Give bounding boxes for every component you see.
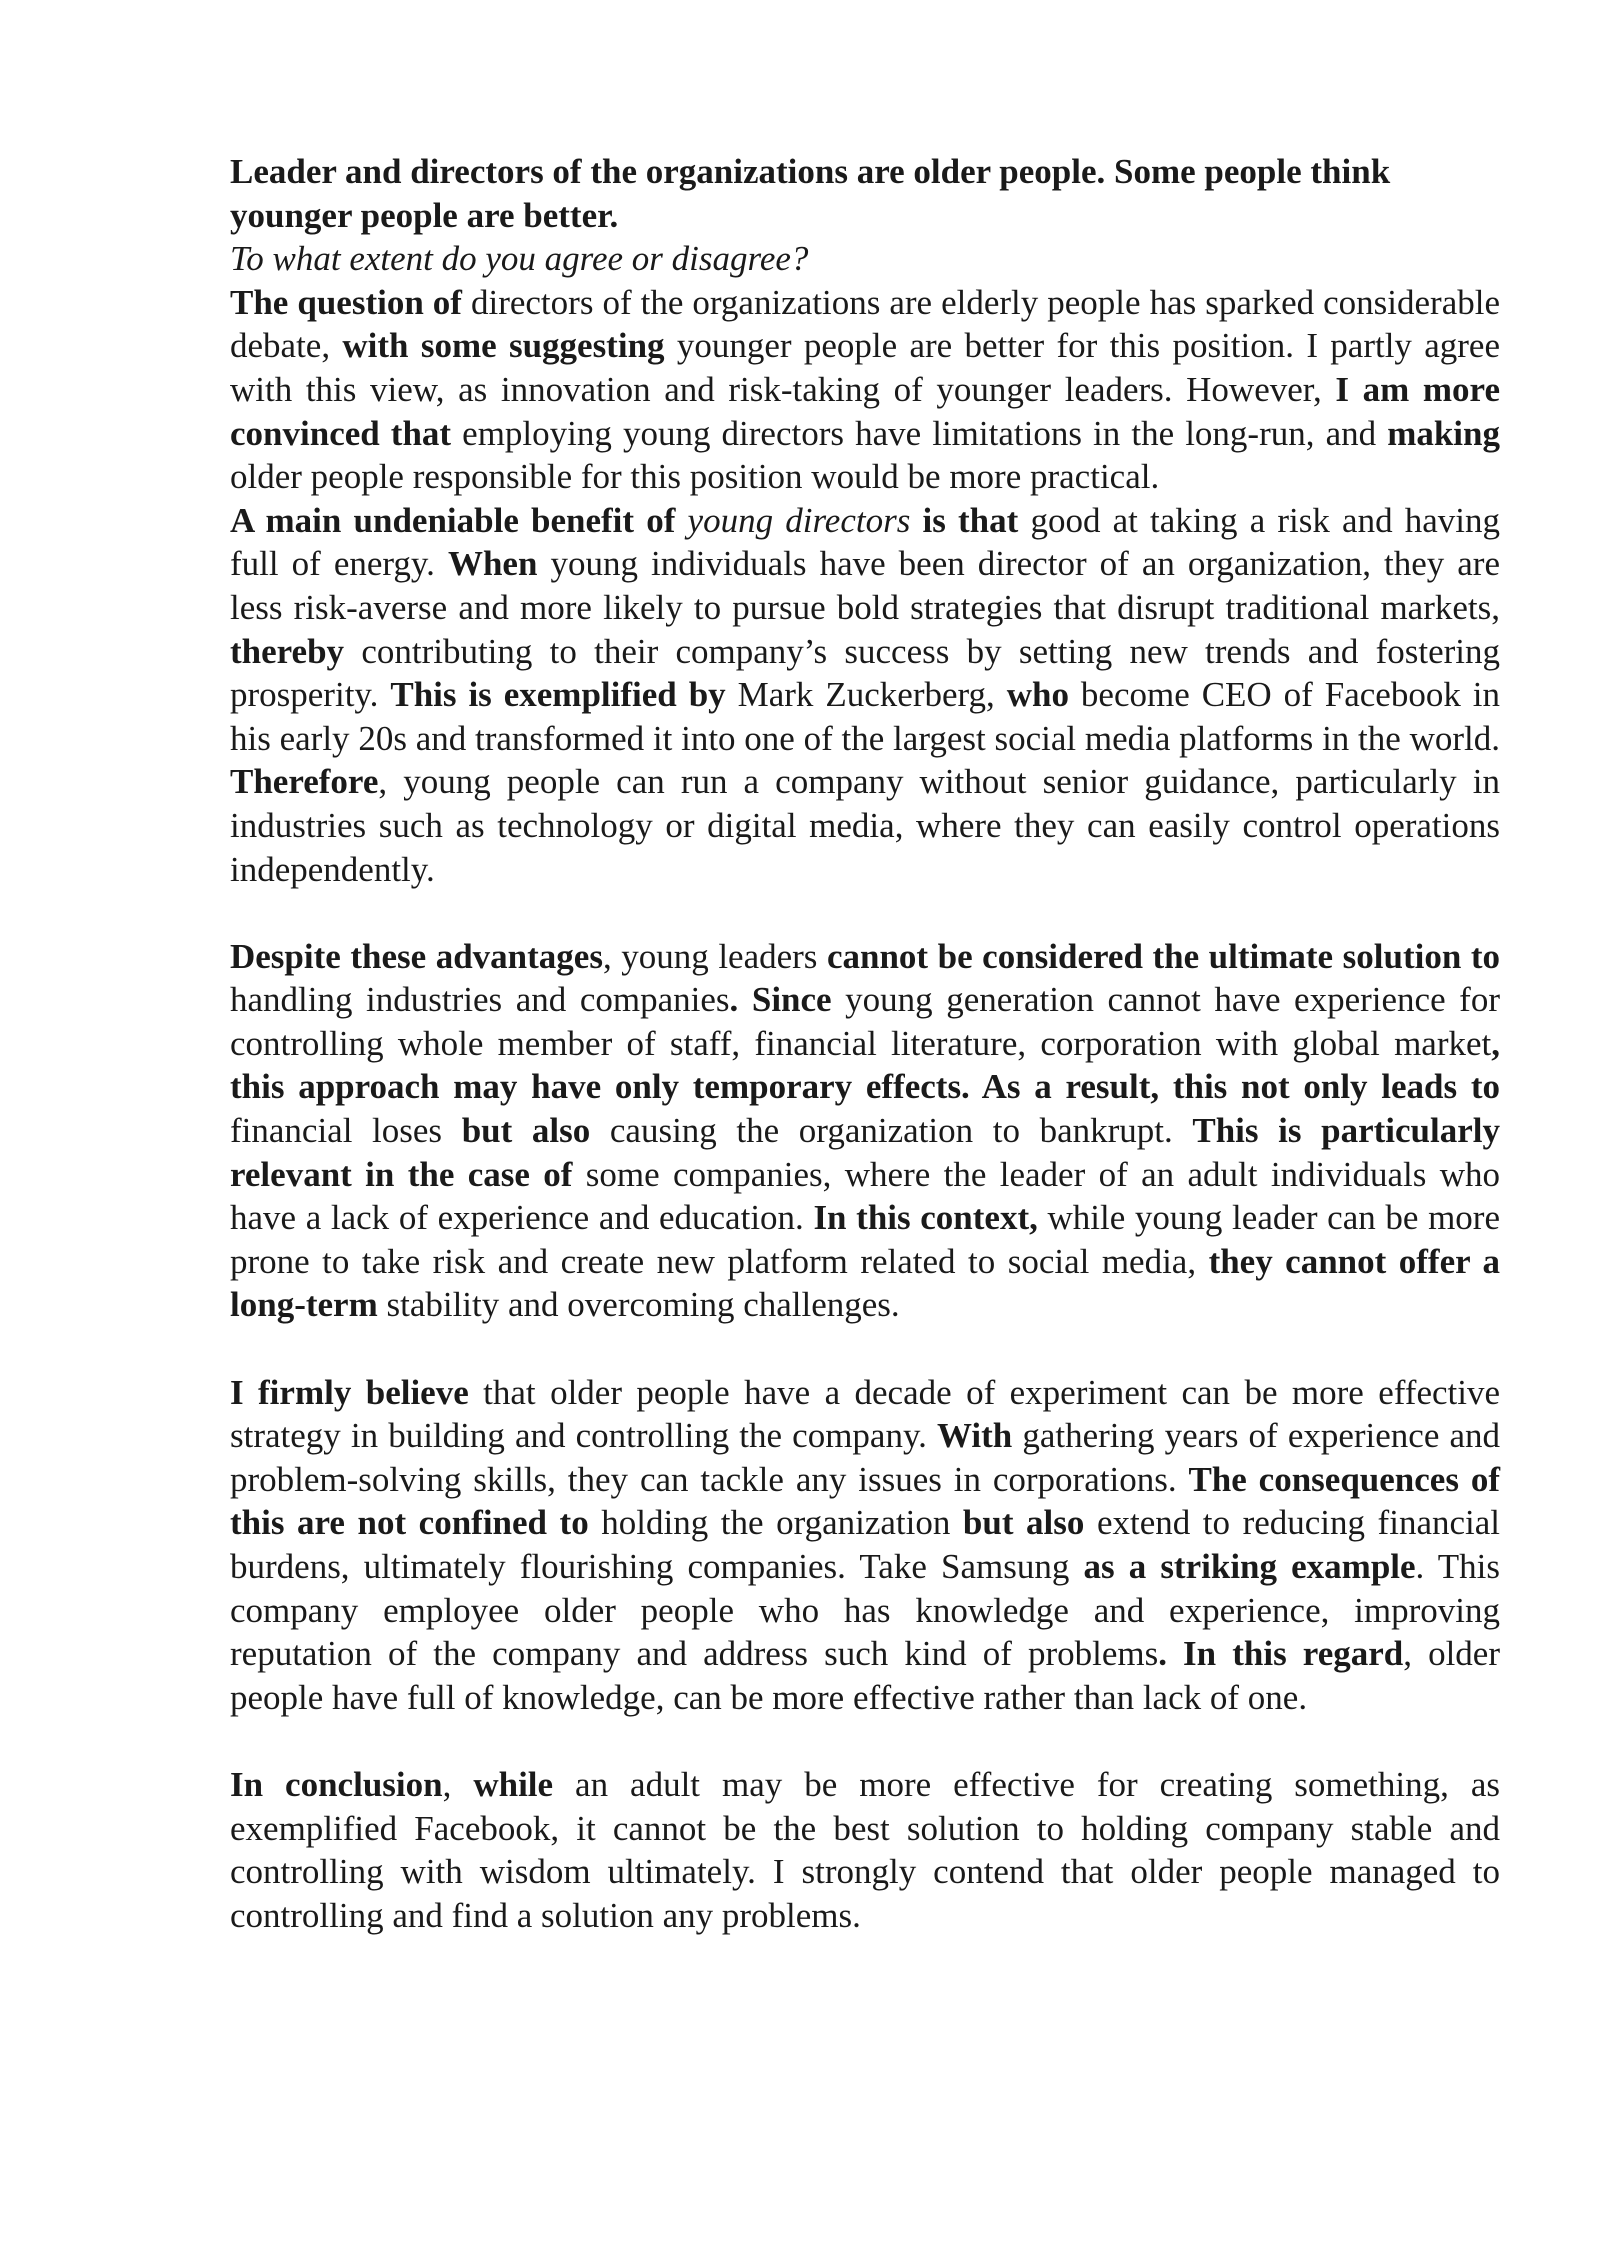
bold-text-run: I am more convinced that [230,369,1500,453]
bold-text-run: The consequences of this are not confined to [230,1459,1500,1543]
bold-text-run: thereby [230,631,345,671]
text-run: . This company employee older people who has knowledge and experience, improving reputation of the company and address such kind of problems [230,1547,1501,1674]
text-run: employing young directors have limitations in the long-run, and [451,413,1388,453]
text-run: stability and overcoming challenges. [377,1285,900,1325]
text-run: extend to reducing financial burdens, ultimately flourishing companies. Take Samsung [230,1503,1500,1586]
bold-text-run: while [473,1764,554,1804]
text-run: that older people have a decade of experiment can be more effective strategy in building and controlling the company. [230,1372,1500,1456]
bold-text-run: With [937,1416,1013,1456]
text-run: young generation cannot have experience for controlling whole member of staff, financial literature, corporation with global market [230,980,1500,1063]
bold-text-run: In this context, [813,1198,1038,1238]
bold-text-run: The question of [230,282,462,322]
bold-text-run: is that [922,500,1019,540]
text-run: contributing to their company’s success by setting new trends and fostering prosperity. [230,631,1500,715]
bold-text-run: This is exemplified by [390,675,726,715]
italic-text-run: To what extent do you agree or disagree? [230,239,809,279]
bold-text-run: In conclusion [230,1764,443,1804]
bold-text-run: making [1387,413,1500,453]
essay-body [230,281,1500,1938]
bold-text-run: When [447,544,538,584]
bold-text-run: , this approach may have only temporary effects. As a result, this not only leads to [230,1023,1500,1107]
text-run: financial loses [230,1111,462,1151]
essay-prompt [230,237,1500,281]
bold-text-run: Leader and directors of the organizations are older people. Some people think younger people are better [230,152,1391,235]
text-run: , young leaders [602,936,827,976]
bold-text-run: Therefore [230,762,379,802]
body-paragraph [230,935,1500,1327]
body-paragraph [230,499,1500,891]
text-run: holding the organization [588,1503,963,1543]
bold-text-run: with some suggesting [342,326,665,366]
text-run: Mark Zuckerberg, [725,675,1007,715]
text-run: young individuals have been director of an organization, they are less risk-averse and more likely to pursue bold strategies that disrupt traditional markets, [230,544,1500,627]
bold-text-run: I firmly believe [230,1372,469,1412]
bold-text-run: cannot be considered the ultimate solution to [826,936,1500,976]
body-paragraph [230,1763,1500,1937]
text-run: an adult may be more effective for creating something, as exemplified Facebook, it cannot be the best solution to holding company stable and controlling with wisdom ultimately. I strongly contend that older people managed to controlling and find a solution any problems. [230,1764,1501,1935]
italic-text-run: young directors [687,500,911,540]
text-run [910,501,922,540]
document-page [230,150,1500,1937]
text-run: handling industries and companies [230,980,730,1020]
text-run: causing the organization to bankrupt. [590,1111,1193,1151]
text-run: . [609,195,619,235]
text-run [675,501,687,540]
text-run: , [442,1764,474,1804]
text-run: younger people are better for this position. I partly agree with this view, as innovation and risk-taking of younger leaders. However, [230,326,1500,409]
text-run: , young people can run a company without senior guidance, particularly in industries such as technology or digital media, where they can easily control operations independently. [230,762,1500,889]
bold-text-run: who [1006,675,1069,715]
bold-text-run: as a striking example [1083,1547,1416,1586]
bold-text-run: they cannot offer a long-term [230,1241,1500,1325]
bold-text-run: but also [962,1503,1085,1543]
text-run: become CEO of Facebook in his early 20s and transformed it into one of the largest social media platforms in the world. [230,675,1500,758]
bold-text-run: but also [461,1111,591,1151]
text-run: , older people have full of knowledge, can be more effective rather than lack of one. [230,1634,1500,1717]
bold-text-run: . In this regard [1158,1634,1404,1674]
bold-text-run: This is particularly relevant in the case of [230,1111,1500,1194]
essay-title [230,150,1500,237]
text-run: directors of the organizations are elderly people has sparked considerable debate, [230,282,1500,366]
body-paragraph [230,1371,1500,1720]
bold-text-run: . Since [729,980,832,1020]
text-run: gathering years of experience and problem-solving skills, they can tackle any issues in corporations. [230,1416,1500,1499]
text-run: older people responsible for this position would be more practical. [230,457,1160,497]
text-run: some companies, where the leader of an adult individuals who have a lack of experience and education. [230,1154,1500,1238]
bold-text-run: A main undeniable benefit of [230,500,676,540]
bold-text-run: Despite these advantages [230,936,603,976]
body-paragraph [230,281,1500,499]
text-run: while young leader can be more prone to take risk and create new platform related to social media, [230,1198,1500,1281]
text-run: good at taking a risk and having full of energy. [230,500,1501,584]
